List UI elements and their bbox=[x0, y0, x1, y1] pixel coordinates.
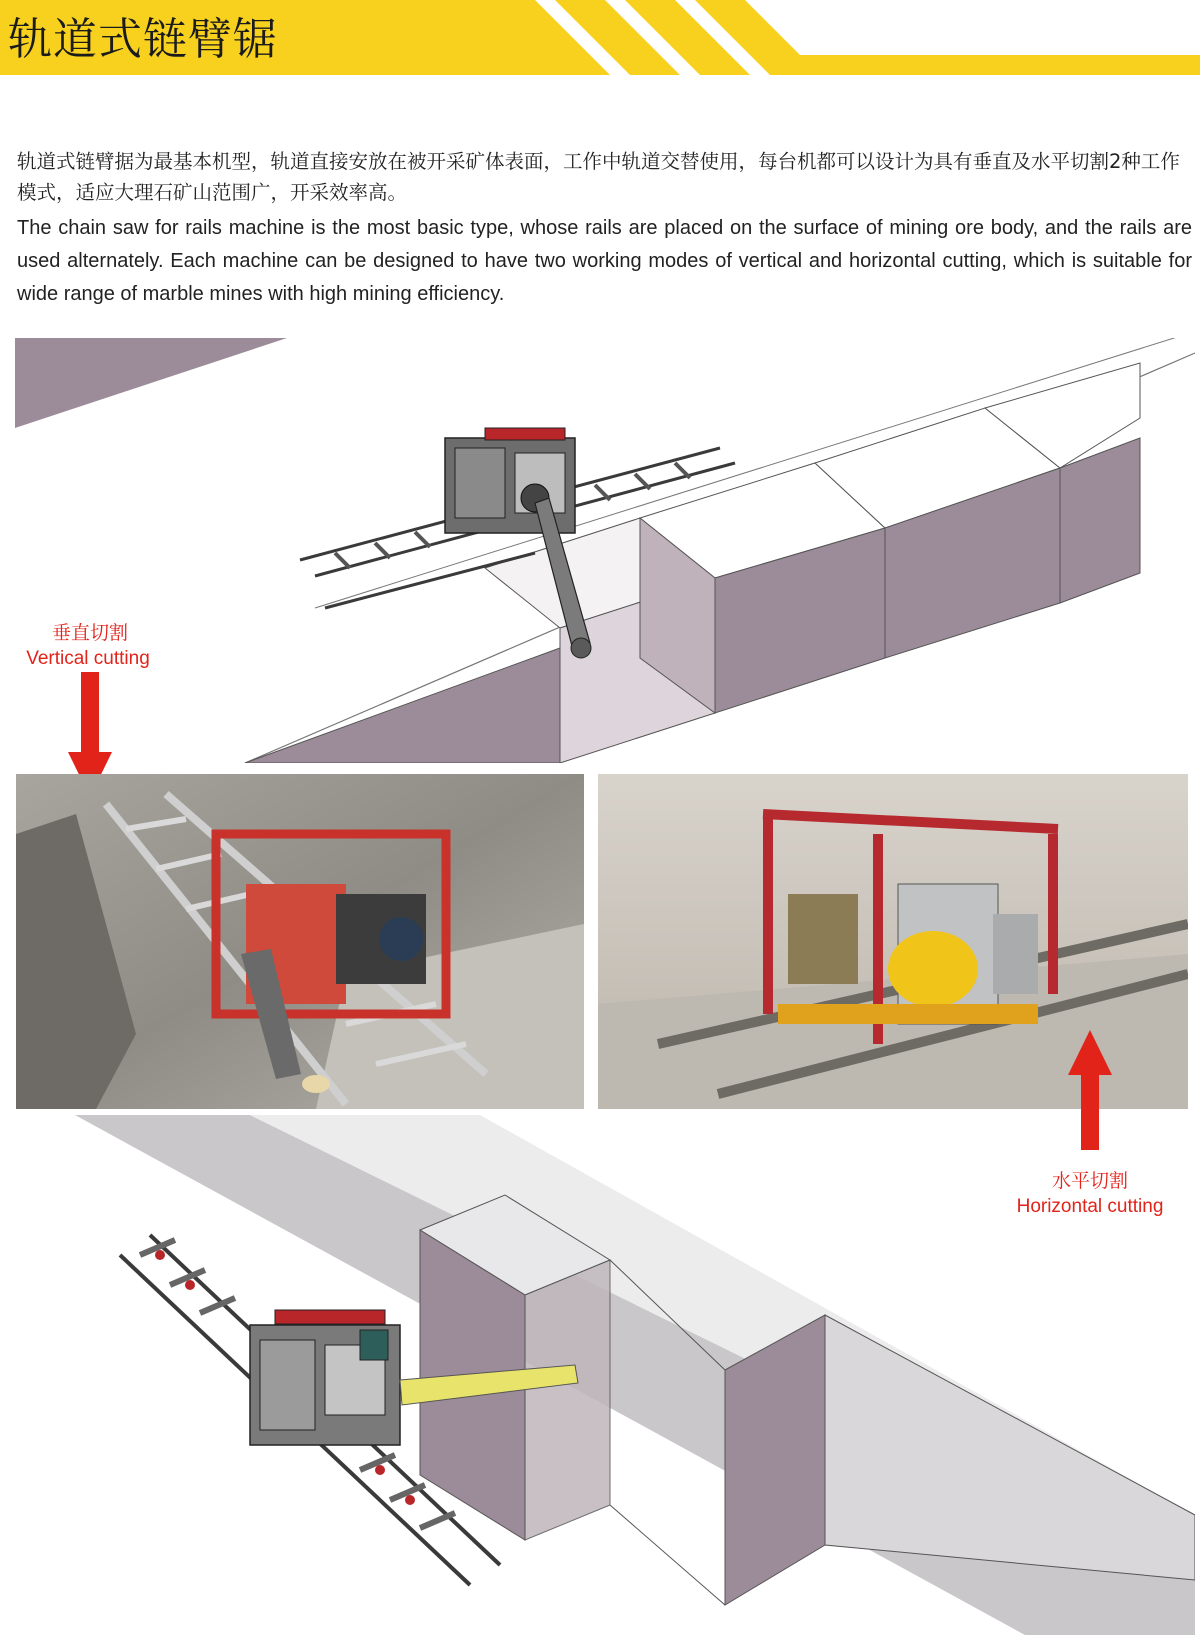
vertical-cutting-label-zh: 垂直切割 bbox=[51, 622, 128, 644]
description-chinese: 轨道式链臂据为最基本机型，轨道直接安放在被开采矿体表面，工作中轨道交替使用，每台机都可以设计为具有垂直及水平切割2种工作模式，适应大理石矿山范围广，开采效率高。 bbox=[17, 150, 1180, 204]
horizontal-cutting-diagram bbox=[60, 1115, 1195, 1635]
page-title: 轨道式链臂锯 bbox=[8, 14, 278, 65]
horizontal-cutting-label-en: Horizontal cutting bbox=[1016, 1196, 1164, 1217]
vertical-cutting-photo bbox=[16, 774, 584, 1109]
rock-face-upper-left bbox=[15, 338, 287, 428]
description-english: The chain saw for rails machine is the most basic type, whose rails are placed on the surface of mining ore body, and the rails are used alternately. Each machine can be designed to have two working modes of vertical and horizontal cutting, which is suitable for wide range of marble mines with high mining efficiency. bbox=[17, 217, 1192, 305]
page-header bbox=[0, 0, 1200, 80]
horizontal-cutting-label-zh: 水平切割 bbox=[1051, 1170, 1128, 1192]
chain-saw-machine-bottom bbox=[250, 1310, 400, 1445]
chain-saw-machine-top bbox=[445, 428, 575, 533]
vertical-cutting-label-en: Vertical cutting bbox=[26, 648, 150, 669]
vertical-cutting-diagram bbox=[15, 338, 1195, 763]
